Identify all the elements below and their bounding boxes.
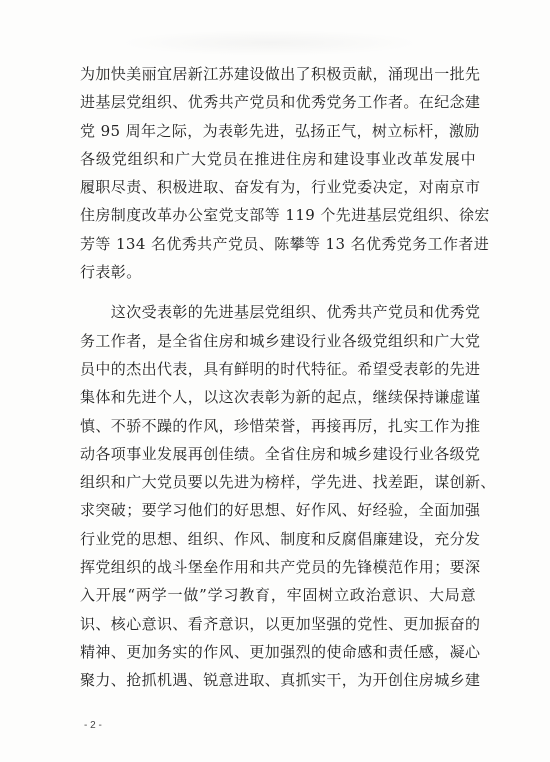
- paragraph-1-line-4: 各级党组织和广大党员在推进住房和建设事业改革发展中: [80, 149, 476, 168]
- paragraph-2-line-13: 精神、更加务实的作风、更加强烈的使命感和责任感，凝心: [80, 642, 481, 661]
- paragraph-2-line-9: 行业党的思想、组织、作风、制度和反腐倡廉建设，充分发: [80, 529, 481, 548]
- paragraph-1-line-7: 芳等 134 名优秀共产党员、陈攀等 13 名优秀党务工作者进: [80, 234, 490, 253]
- paragraph-2-line-6: 动各项事业发展再创佳绩。全省住房和城乡建设行业各级党: [80, 444, 481, 463]
- paragraph-2-line-1: 这次受表彰的先进基层党组织、优秀共产党员和优秀党: [80, 303, 481, 322]
- paragraph-2-line-8: 求突破；要学习他们的好思想、好作风、好经验，全面加强: [80, 501, 481, 520]
- paragraph-2-line-5: 慎、不骄不躁的作风，珍惜荣誉，再接再厉，扎实工作为推: [80, 416, 481, 435]
- paragraph-2-line-12: 识、核心意识、看齐意识，以更加坚强的党性、更加振奋的: [80, 614, 481, 633]
- paragraph-1-line-5: 履职尽责、积极进取、奋发有为，行业党委决定，对南京市: [80, 178, 481, 197]
- scan-artifact: [120, 30, 420, 56]
- paragraph-2-line-11: 入开展“两学一做”学习教育，牢固树立政治意识、大局意: [80, 586, 476, 605]
- paragraph-2-line-14: 聚力、抢抓机遇、锐意进取、真抓实干，为开创住房城乡建: [80, 671, 481, 690]
- paragraph-2-line-4: 集体和先进个人，以这次表彰为新的起点，继续保持谦虚谨: [80, 388, 481, 407]
- paragraph-1-line-3: 党 95 周年之际，为表彰先进，弘扬正气，树立标杆，激励: [80, 121, 480, 140]
- paragraph-1-line-2: 进基层党组织、优秀共产党员和优秀党务工作者。在纪念建: [80, 93, 481, 112]
- paragraph-2-line-10: 挥党组织的战斗堡垒作用和共产党员的先锋模范作用；要深: [80, 558, 481, 577]
- paragraph-2-line-2: 务工作者，是全省住房和城乡建设行业各级党组织和广大党: [80, 331, 481, 350]
- page-number: - 2 -: [84, 720, 102, 731]
- paragraph-1-line-1: 为加快美丽宜居新江苏建设做出了积极贡献，涌现出一批先: [80, 65, 481, 83]
- paragraph-1-line-6: 住房制度改革办公室党支部等 119 个先进基层党组织、徐宏: [80, 206, 490, 225]
- paragraph-1-line-8: 行表彰。: [80, 263, 142, 282]
- paragraph-2-line-3: 员中的杰出代表，具有鲜明的时代特征。希望受表彰的先进: [80, 359, 481, 378]
- paragraph-2-line-7: 组织和广大党员要以先进为榜样，学先进、找差距，谋创新、: [80, 473, 496, 492]
- paragraph-spacer: [80, 286, 476, 298]
- document-body: [80, 60, 496, 695]
